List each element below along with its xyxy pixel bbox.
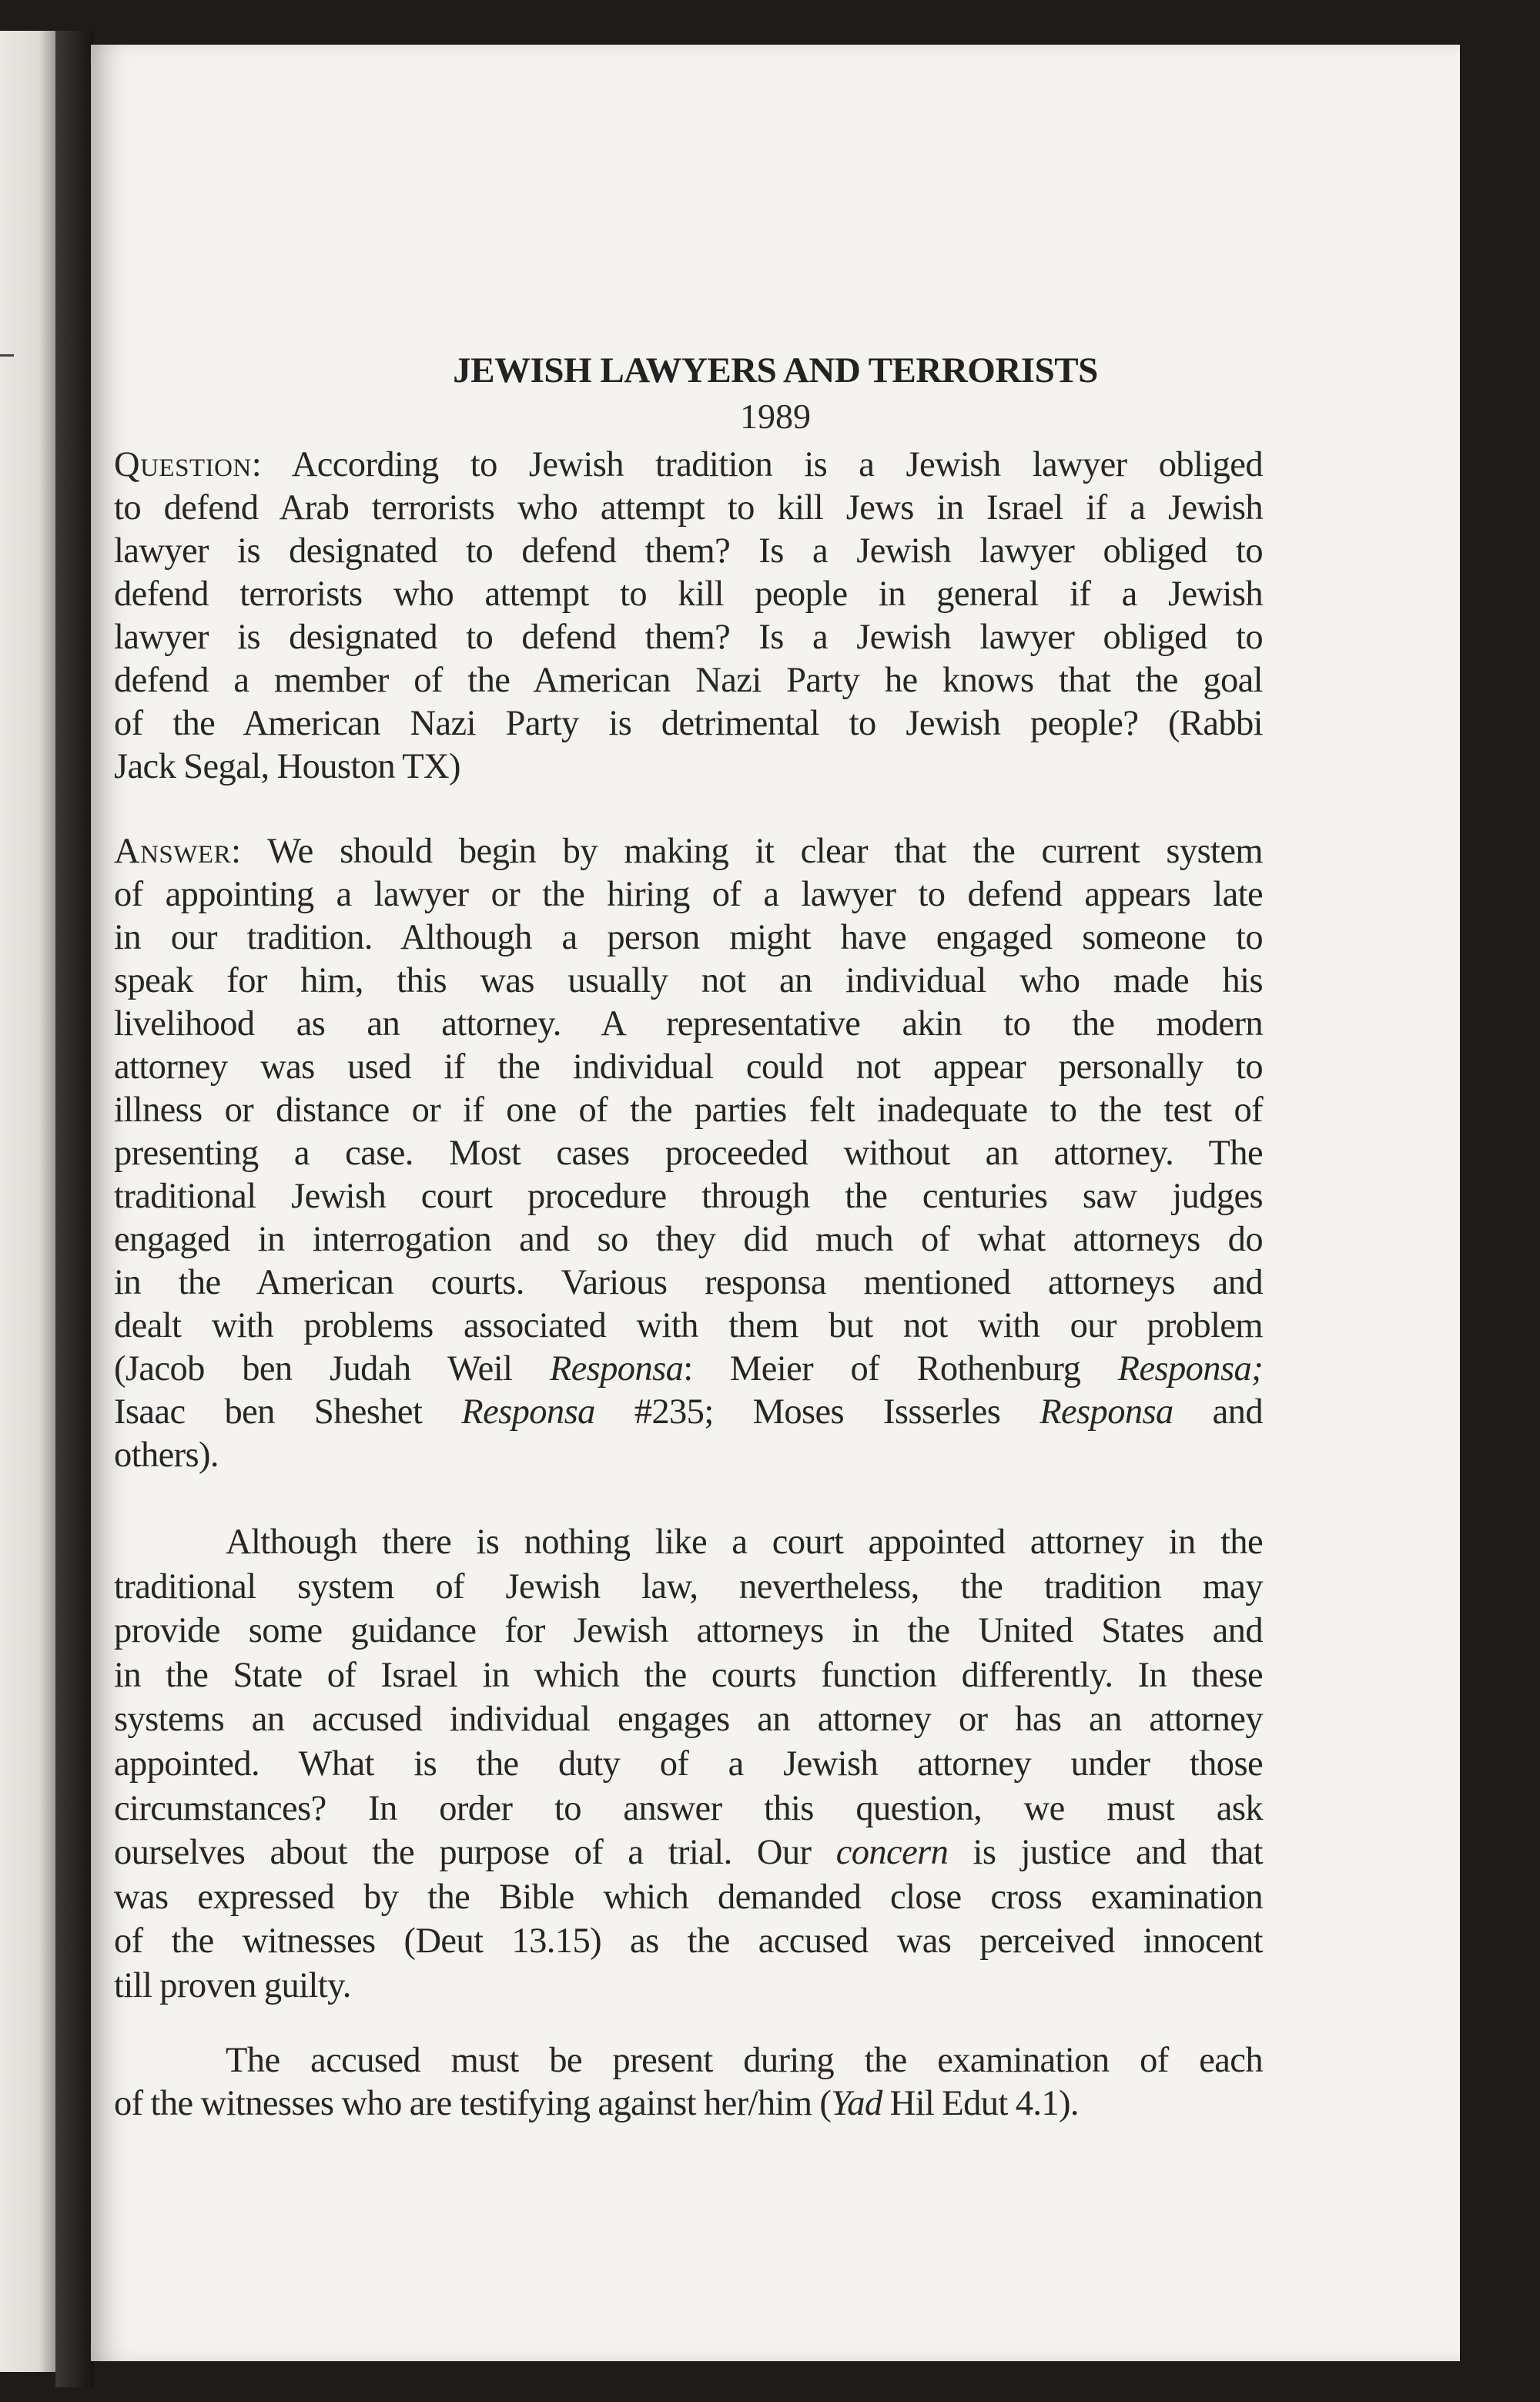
text-line bbox=[114, 2082, 1263, 2126]
book-gutter bbox=[55, 31, 94, 2387]
question-paragraph bbox=[114, 444, 1263, 789]
text-segment: defend a member of the American Nazi Party he knows that the goal bbox=[114, 661, 1263, 700]
text-segment: engaged in interrogation and so they did much of what attorneys do bbox=[114, 1220, 1263, 1259]
chapter-year: 1989 bbox=[740, 397, 811, 436]
body-paragraph-tradition bbox=[114, 1520, 1263, 2008]
section-label: Answer: bbox=[114, 832, 242, 871]
italic-citation: Responsa; bbox=[1117, 1349, 1263, 1389]
text-line bbox=[114, 2039, 1263, 2082]
body-paragraph-accused bbox=[114, 2039, 1263, 2126]
facing-page-mark bbox=[0, 354, 14, 357]
text-line bbox=[114, 1132, 1263, 1175]
text-segment: in our tradition. Although a person might have engaged someone to bbox=[114, 918, 1263, 957]
italic-citation: Yad bbox=[831, 2084, 882, 2123]
text-segment: presenting a case. Most cases proceeded without an attorney. The bbox=[114, 1134, 1263, 1173]
text-line bbox=[114, 1261, 1263, 1305]
text-segment: circumstances? In order to answer this question, we must ask bbox=[114, 1788, 1263, 1828]
text-segment: traditional Jewish court procedure through the centuries saw judges bbox=[114, 1177, 1263, 1216]
text-segment: ourselves about the purpose of a trial. Our bbox=[114, 1833, 836, 1873]
text-segment: #235; Moses Issserles bbox=[594, 1392, 1040, 1432]
text-line bbox=[114, 745, 1263, 789]
text-segment: others). bbox=[114, 1436, 219, 1475]
text-segment: The accused must be present during the examination of each bbox=[226, 2041, 1263, 2080]
answer-paragraph bbox=[114, 830, 1263, 1477]
text-line bbox=[114, 1520, 1263, 1565]
text-line bbox=[114, 873, 1263, 916]
text-segment: of appointing a lawyer or the hiring of a lawyer to defend appears late bbox=[114, 875, 1263, 914]
text-segment: attorney was used if the individual could not appear personally to bbox=[114, 1047, 1263, 1087]
text-segment: We should begin by making it clear that the current system bbox=[241, 832, 1263, 871]
text-segment: : Meier of Rothenburg bbox=[683, 1349, 1118, 1389]
book-page bbox=[91, 45, 1460, 2361]
text-segment: provide some guidance for Jewish attorneys in the United States and bbox=[114, 1611, 1263, 1651]
text-segment: of the witnesses (Deut 13.15) as the accused was perceived innocent bbox=[114, 1921, 1263, 1961]
text-line bbox=[114, 916, 1263, 960]
text-segment: of the witnesses who are testifying against her/him ( bbox=[114, 2084, 832, 2123]
text-segment: and bbox=[1173, 1392, 1263, 1432]
text-segment: lawyer is designated to defend them? Is a Jewish lawyer obliged to bbox=[114, 618, 1263, 657]
text-segment: Although there is nothing like a court appointed attorney in the bbox=[226, 1523, 1263, 1562]
text-segment: livelihood as an attorney. A representative akin to the modern bbox=[114, 1004, 1263, 1044]
text-line bbox=[114, 616, 1263, 659]
text-line bbox=[114, 1919, 1263, 1964]
text-segment: Isaac ben Sheshet bbox=[114, 1392, 462, 1432]
facing-page-edge bbox=[0, 31, 55, 2372]
text-line bbox=[114, 1697, 1263, 1742]
text-line bbox=[114, 444, 1263, 487]
text-line bbox=[114, 1609, 1263, 1653]
text-line bbox=[114, 1653, 1263, 1698]
text-segment: dealt with problems associated with them but not with our problem bbox=[114, 1306, 1263, 1345]
chapter-title: JEWISH LAWYERS AND TERRORISTS bbox=[453, 350, 1098, 390]
text-segment: speak for him, this was usually not an individual who made his bbox=[114, 961, 1263, 1000]
text-segment: in the State of Israel in which the courts function differently. In these bbox=[114, 1655, 1263, 1695]
text-line bbox=[114, 1089, 1263, 1132]
text-segment: According to Jewish tradition is a Jewish lawyer obliged bbox=[262, 445, 1263, 484]
text-line bbox=[114, 1875, 1263, 1920]
text-line bbox=[114, 702, 1263, 745]
text-segment: traditional system of Jewish law, nevertheless, the tradition may bbox=[114, 1566, 1263, 1606]
italic-citation: Responsa bbox=[1040, 1392, 1173, 1432]
text-segment: defend terrorists who attempt to kill people in general if a Jewish bbox=[114, 575, 1263, 614]
section-label: Question: bbox=[114, 445, 263, 484]
italic-citation: Responsa bbox=[461, 1392, 595, 1432]
text-line bbox=[114, 1175, 1263, 1218]
text-segment: to defend Arab terrorists who attempt to kill Jews in Israel if a Jewish bbox=[114, 488, 1263, 528]
italic-citation: Responsa bbox=[549, 1349, 684, 1389]
text-segment: is justice and that bbox=[948, 1833, 1263, 1873]
text-line bbox=[114, 1218, 1263, 1261]
text-line bbox=[114, 659, 1263, 702]
text-line bbox=[114, 830, 1263, 873]
text-line bbox=[114, 1787, 1263, 1831]
text-line bbox=[114, 1565, 1263, 1610]
text-segment: Hil Edut 4.1). bbox=[882, 2084, 1079, 2123]
text-segment: was expressed by the Bible which demanded close cross examination bbox=[114, 1877, 1263, 1917]
text-line bbox=[114, 530, 1263, 573]
text-segment: illness or distance or if one of the parties felt inadequate to the test of bbox=[114, 1090, 1263, 1130]
text-segment: till proven guilty. bbox=[114, 1965, 351, 2005]
text-segment: (Jacob ben Judah Weil bbox=[114, 1349, 550, 1389]
text-segment: in the American courts. Various responsa mentioned attorneys and bbox=[114, 1263, 1263, 1302]
text-line bbox=[114, 1391, 1263, 1434]
text-line bbox=[114, 1434, 1263, 1477]
text-line bbox=[114, 1046, 1263, 1089]
text-line bbox=[114, 1831, 1263, 1875]
italic-citation: concern bbox=[835, 1833, 949, 1873]
text-line bbox=[114, 1348, 1263, 1391]
text-line bbox=[114, 573, 1263, 616]
text-line bbox=[114, 1305, 1263, 1348]
text-segment: lawyer is designated to defend them? Is a Jewish lawyer obliged to bbox=[114, 531, 1263, 571]
text-line bbox=[114, 960, 1263, 1003]
text-segment: appointed. What is the duty of a Jewish attorney under those bbox=[114, 1744, 1263, 1784]
text-line bbox=[114, 1964, 1263, 2008]
text-segment: Jack Segal, Houston TX) bbox=[114, 747, 460, 786]
text-line bbox=[114, 487, 1263, 530]
text-line bbox=[114, 1742, 1263, 1787]
text-segment: systems an accused individual engages an attorney or has an attorney bbox=[114, 1700, 1263, 1740]
text-line bbox=[114, 1003, 1263, 1046]
text-segment: of the American Nazi Party is detrimental to Jewish people? (Rabbi bbox=[114, 704, 1263, 743]
